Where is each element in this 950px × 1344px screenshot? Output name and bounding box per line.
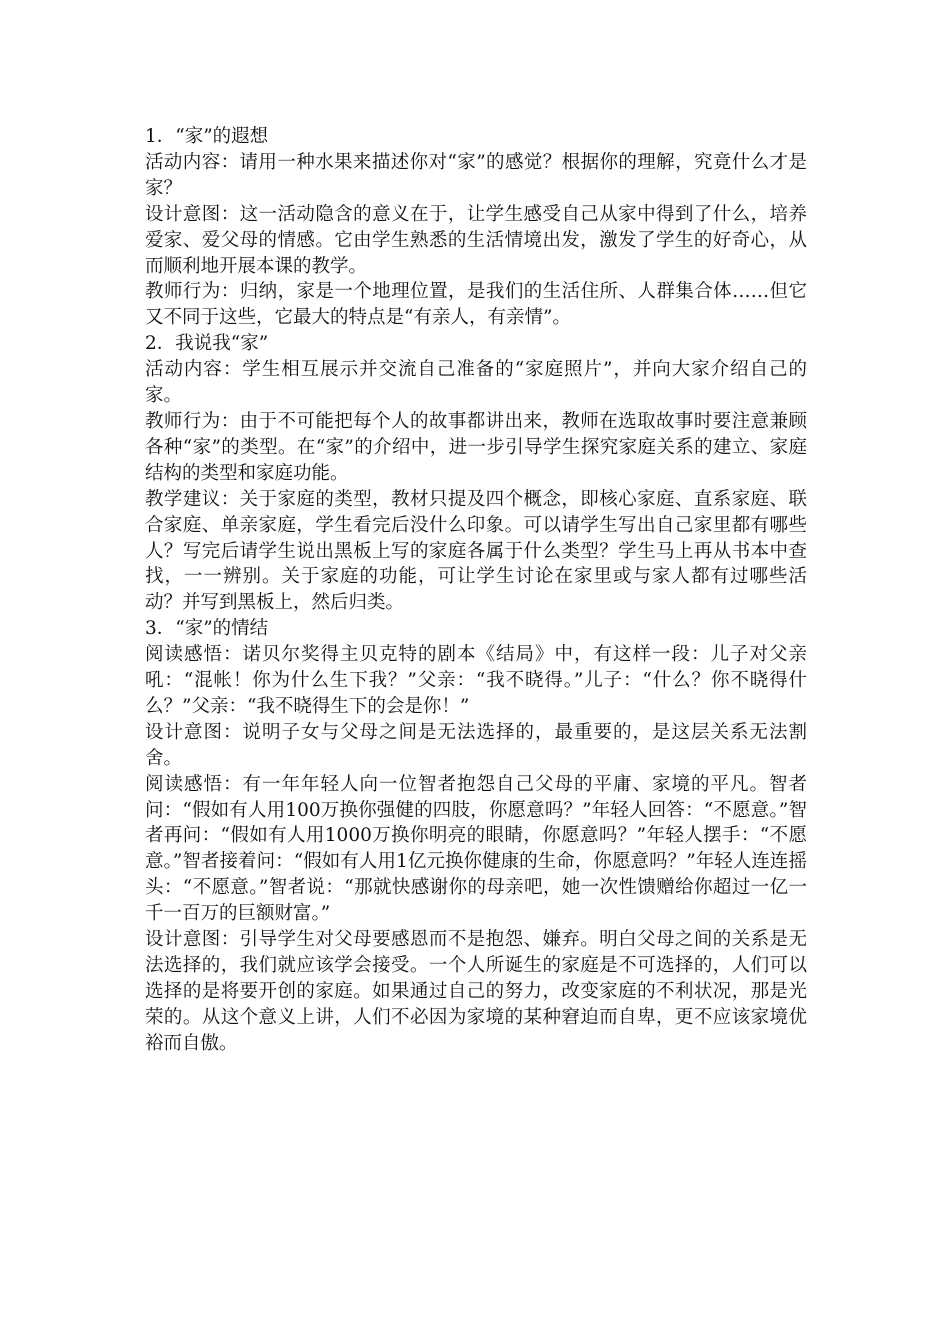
paragraph-design-intent-2: 设计意图：说明子女与父母之间是无法选择的，最重要的，是这层关系无法割舍。 [145, 721, 807, 769]
section-heading-2: 2．我说我“家” [145, 333, 269, 355]
paragraph-reading-reflection-2: 阅读感悟：有一年年轻人向一位智者抱怨自己父母的平庸、家境的平凡。智者问：“假如有人用100万换你强健的四肢，你愿意吗？”年轻人回答：“不愿意。”智者再问：“假如有人用1000万换你明亮的眼睛，你愿意吗？”年轻人摆手：“不愿意。”智者接着问：“假如有人用1亿元换你健康的生命，你愿意吗？”年轻人连连摇头：“不愿意。”智者说：“那就快感谢你的母亲吧，她一次性馈赠给你超过一亿一千一百万的巨额财富。” [145, 773, 807, 925]
section-heading-1: 1．“家”的遐想 [145, 126, 269, 147]
paragraph-teacher-behavior-1: 教师行为：归纳，家是一个地理位置，是我们的生活住所、人群集合体……但它又不同于这些，它最大的特点是“有亲人，有亲情”。 [145, 281, 807, 329]
paragraph-reading-reflection-1: 阅读感悟：诺贝尔奖得主贝克特的剧本《结局》中，有这样一段：儿子对父亲吼：“混帐！你为什么生下我？”父亲：“我不晓得。”儿子：“什么？你不晓得什么？”父亲：“我不晓得生下的会是你！” [145, 644, 807, 717]
section-heading-3: 3．“家”的情结 [145, 618, 269, 640]
paragraph-activity-content-1: 活动内容：请用一种水果来描述你对“家”的感觉？根据你的理解，究竟什么才是家？ [145, 151, 807, 199]
paragraph-teaching-suggestion: 教学建议：关于家庭的类型，教材只提及四个概念，即核心家庭、直系家庭、联合家庭、单亲家庭，学生看完后没什么印象。可以请学生写出自己家里都有哪些人？写完后请学生说出黑板上写的家庭各属于什么类型？学生马上再从书本中查找，一一辨别。关于家庭的功能，可让学生讨论在家里或与家人都有过哪些活动？并写到黑板上，然后归类。 [145, 488, 807, 614]
document-body [145, 124, 807, 1057]
paragraph-teacher-behavior-2: 教师行为：由于不可能把每个人的故事都讲出来，教师在选取故事时要注意兼顾各种“家”的类型。在“家”的介绍中，进一步引导学生探究家庭关系的建立、家庭结构的类型和家庭功能。 [145, 410, 807, 484]
paragraph-design-intent-3: 设计意图：引导学生对父母要感恩而不是抱怨、嫌弃。明白父母之间的关系是无法选择的，我们就应该学会接受。一个人所诞生的家庭是不可选择的，人们可以选择的是将要开创的家庭。如果通过自己的努力，改变家庭的不利状况，那是光荣的。从这个意义上讲，人们不必因为家境的某种窘迫而自卑，更不应该家境优裕而自傲。 [145, 929, 807, 1054]
paragraph-design-intent-1: 设计意图：这一活动隐含的意义在于，让学生感受自己从家中得到了什么，培养爱家、爱父母的情感。它由学生熟悉的生活情境出发，激发了学生的好奇心，从而顺利地开展本课的教学。 [145, 203, 807, 277]
paragraph-activity-content-2: 活动内容：学生相互展示并交流自己准备的“家庭照片”，并向大家介绍自己的家。 [145, 359, 807, 407]
